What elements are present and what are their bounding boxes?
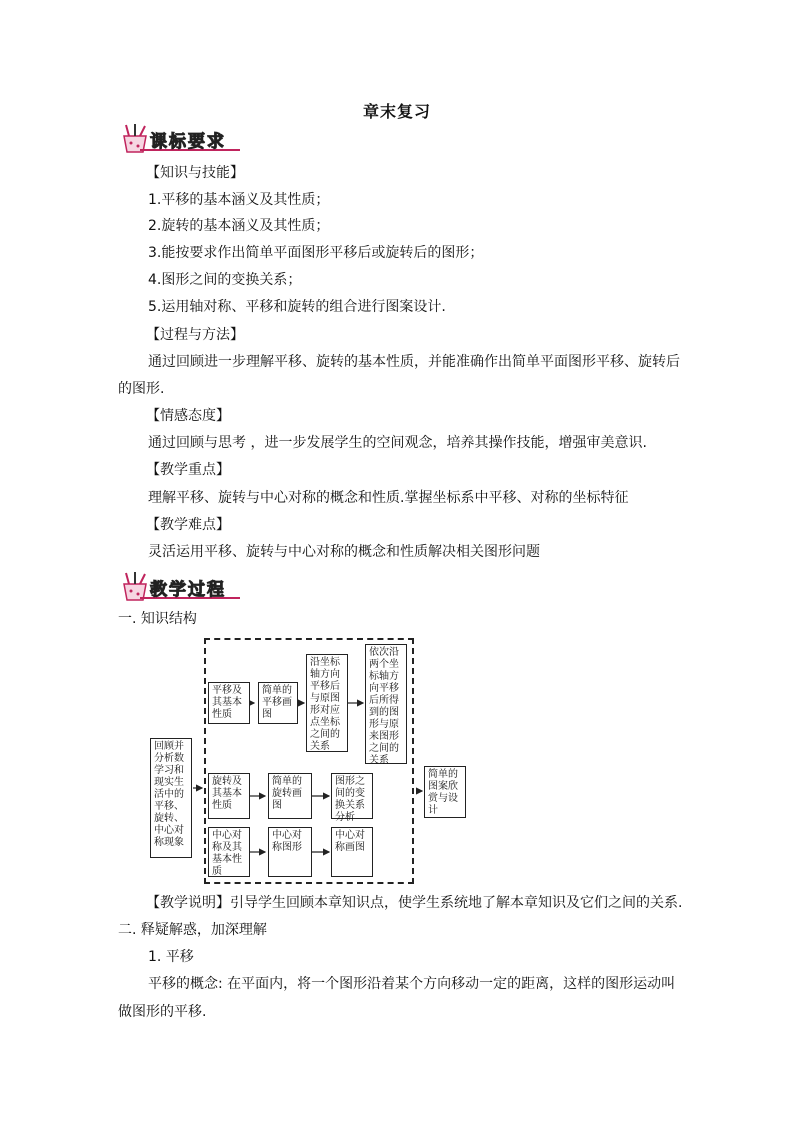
heading-key-points: 【教学重点】 [146, 462, 230, 478]
section-heading-structure: 一. 知识结构 [118, 611, 197, 627]
objective-item: 5.运用轴对称、平移和旋转的组合进行图案设计. [148, 299, 446, 315]
objective-item: 1.平移的基本涵义及其性质； [148, 192, 330, 208]
process-text: 通过回顾进一步理解平移、旋转的基本性质，并能准确作出简单平面图形平移、旋转后 [148, 354, 680, 370]
diagram-node-transform-analysis: 图形之间的变换关系分析 [331, 773, 373, 819]
heading-knowledge: 【知识与技能】 [146, 165, 244, 181]
diagram-node-central-symmetry-properties: 中心对称及其基本性质 [208, 827, 250, 877]
diagram-node-double-translation: 依次沿两个坐标轴方向平移后所得到的图形与原来图形之间的关系 [365, 644, 407, 764]
heading-difficulties: 【教学难点】 [146, 517, 230, 533]
objective-item: 4.图形之间的变换关系； [148, 272, 302, 288]
diagram-node-translation-drawing: 简单的平移画图 [258, 682, 298, 724]
objective-item: 3.能按要求作出简单平面图形平移后或旋转后的图形； [148, 245, 484, 261]
banner-label: 课标要求 [150, 132, 226, 152]
heading-process: 【过程与方法】 [146, 327, 244, 343]
objective-item: 2.旋转的基本涵义及其性质； [148, 218, 330, 234]
diagram-node-pattern-design: 简单的图案欣赏与设计 [424, 766, 466, 818]
process-text-cont: 的图形. [118, 381, 165, 397]
key-points-text: 理解平移、旋转与中心对称的概念和性质.掌握坐标系中平移、对称的坐标特征 [148, 490, 629, 506]
page-title: 章末复习 [362, 102, 431, 121]
difficulties-text: 灵活运用平移、旋转与中心对称的概念和性质解决相关图形问题 [148, 544, 540, 560]
emotion-text: 通过回顾与思考 ，进一步发展学生的空间观念，培养其操作技能，增强审美意识. [148, 435, 647, 451]
translation-definition-cont: 做图形的平移. [118, 1004, 207, 1020]
section-banner-process [118, 570, 248, 604]
subsection-translation: 1. 平移 [148, 949, 194, 965]
diagram-node-review: 回顾并分析数学习和现实生活中的平移、旋转、中心对称现象 [150, 738, 192, 858]
diagram-node-rotation-properties: 旋转及其基本性质 [208, 773, 250, 819]
diagram-node-central-symmetry-figure: 中心对称图形 [268, 827, 312, 877]
teaching-explanation: 【教学说明】引导学生回顾本章知识点，使学生系统地了解本章知识及它们之间的关系. [146, 895, 683, 911]
section-banner-objectives [118, 122, 248, 156]
banner-label: 教学过程 [150, 580, 226, 600]
translation-definition: 平移的概念: 在平面内，将一个图形沿着某个方向移动一定的距离，这样的图形运动叫 [148, 976, 676, 992]
knowledge-structure-diagram [140, 636, 480, 886]
diagram-node-rotation-drawing: 简单的旋转画图 [268, 773, 312, 819]
diagram-node-axis-translation: 沿坐标轴方向平移后与原图形对应点坐标之间的关系 [306, 654, 348, 752]
diagram-node-translation-properties: 平移及其基本性质 [208, 682, 250, 724]
diagram-node-central-symmetry-drawing: 中心对称画图 [331, 827, 373, 877]
section-heading-clarify: 二. 释疑解惑，加深理解 [118, 922, 267, 938]
heading-emotion: 【情感态度】 [146, 408, 230, 424]
